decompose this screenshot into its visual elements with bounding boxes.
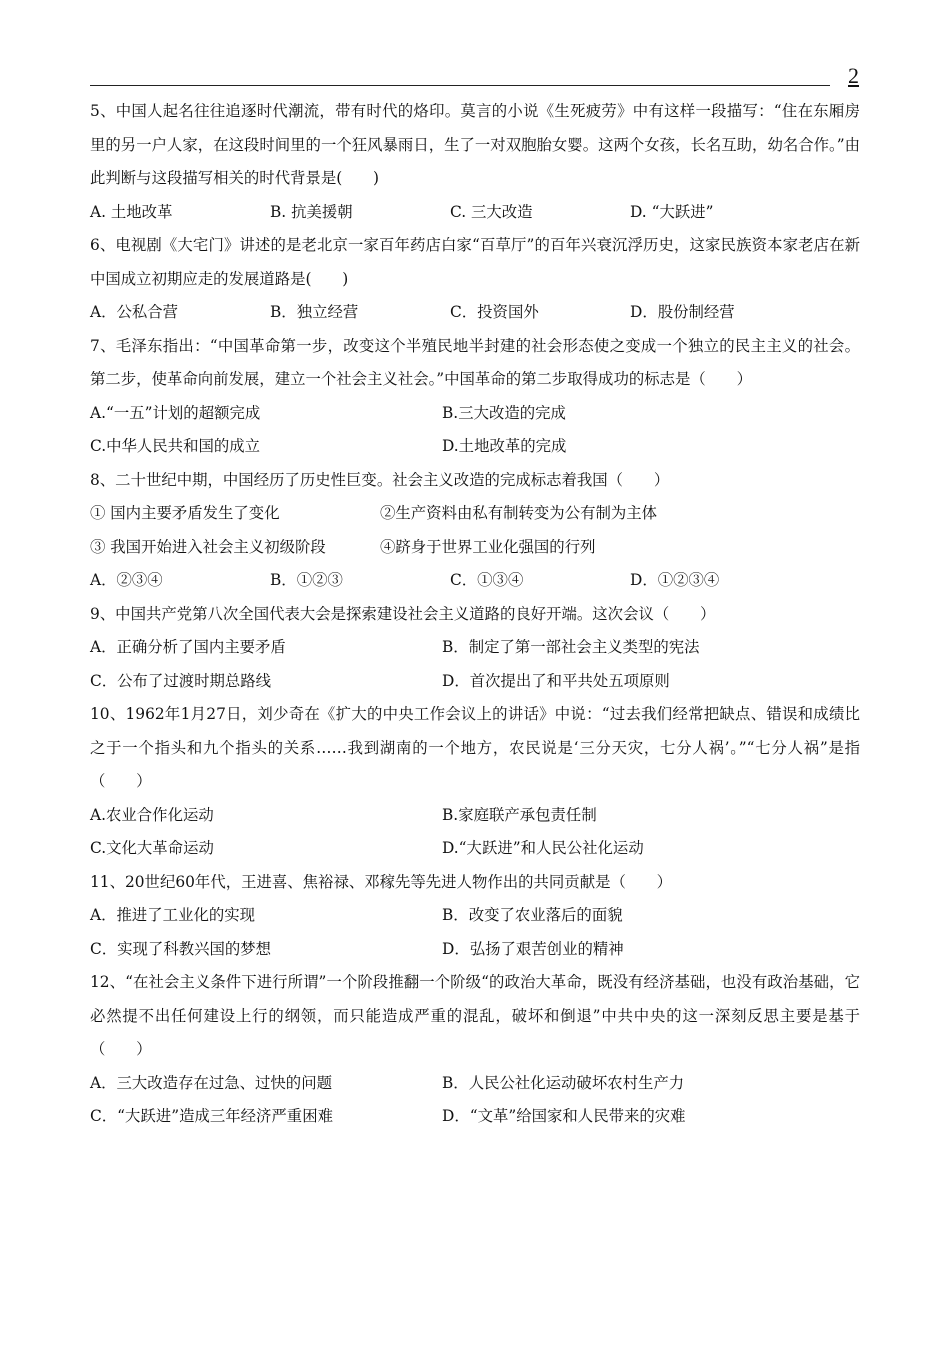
option: C．“大跃进”造成三年经济严重困难 bbox=[90, 1107, 333, 1125]
question-5-options bbox=[90, 196, 860, 230]
option: A. 土地改革 bbox=[90, 202, 173, 221]
option: C．①③④ bbox=[450, 571, 524, 589]
option: D．①②③④ bbox=[630, 571, 720, 589]
question-list bbox=[90, 95, 860, 1134]
option: D．股份制经营 bbox=[630, 303, 735, 321]
option: C. 三大改造 bbox=[450, 202, 533, 221]
option: C．实现了科教兴国的梦想 bbox=[90, 939, 272, 958]
option: B.三大改造的完成 bbox=[442, 403, 566, 422]
option: D．弘扬了艰苦创业的精神 bbox=[442, 939, 624, 958]
question-8-stem: 8、二十世纪中期，中国经历了历史性巨变。社会主义改造的完成标志着我国（ ） bbox=[90, 470, 670, 489]
option: B．①②③ bbox=[270, 571, 343, 589]
option: A．正确分析了国内主要矛盾 bbox=[90, 638, 286, 656]
option: B．制定了第一部社会主义类型的宪法 bbox=[442, 638, 700, 656]
option: B．人民公社化运动破坏农村生产力 bbox=[442, 1073, 685, 1092]
option: D.土地改革的完成 bbox=[442, 437, 567, 455]
question-11-options-row2 bbox=[90, 933, 860, 967]
statement: ②生产资料由私有制转变为公有制为主体 bbox=[380, 504, 658, 522]
statement: ③ 我国开始进入社会主义初级阶段 bbox=[90, 537, 326, 556]
question-9-options-row2 bbox=[90, 665, 860, 699]
option: C.文化大革命运动 bbox=[90, 839, 214, 857]
question-5-stem: 5、中国人起名往往追逐时代潮流，带有时代的烙印。莫言的小说《生死疲劳》中有这样一段描写：“住在东厢房里的另一户人家，在这段时间里的一个狂风暴雨日，生了一对双胞胎女婴。这两个女孩，长名互助，幼名合作。”由此判断与这段描写相关的时代背景是( ) bbox=[90, 102, 860, 187]
option: C．投资国外 bbox=[450, 303, 539, 321]
question-8-options bbox=[90, 564, 860, 598]
question-6-options bbox=[90, 296, 860, 330]
statement: ① 国内主要矛盾发生了变化 bbox=[90, 504, 280, 522]
question-10-stem: 10、1962年1月27日，刘少奇在《扩大的中央工作会议上的讲话》中说：“过去我们经常把缺点、错误和成绩比之于一个指头和九个指头的关系……我到湖南的一个地方，农民说是‘三分天灾，七分人祸’。”“七分人祸”是指（ ） bbox=[90, 705, 860, 790]
option: B. 抗美援朝 bbox=[270, 202, 353, 221]
option: C．公布了过渡时期总路线 bbox=[90, 671, 272, 690]
question-11-stem: 11、20世纪60年代，王进喜、焦裕禄、邓稼先等先进人物作出的共同贡献是（ ） bbox=[90, 872, 673, 891]
option: D．首次提出了和平共处五项原则 bbox=[442, 671, 670, 690]
question-8-statements-row1 bbox=[90, 497, 860, 531]
option: D. “大跃进” bbox=[630, 202, 714, 221]
option: A.农业合作化运动 bbox=[90, 805, 214, 824]
option: C.中华人民共和国的成立 bbox=[90, 437, 261, 455]
option: A．三大改造存在过急、过快的问题 bbox=[90, 1073, 332, 1092]
question-8-statements-row2 bbox=[90, 531, 860, 565]
question-10-options-row1 bbox=[90, 799, 860, 833]
question-12-stem: 12、“在社会主义条件下进行所谓”一个阶段推翻一个阶级“的政治大革命，既没有经济基础，也没有政治基础，它必然提不出任何建设上行的纲领，而只能造成严重的混乱，破坏和倒退”中共中央的这一深刻反思主要是基于（ ） bbox=[90, 973, 860, 1058]
question-10-options-row2 bbox=[90, 832, 860, 866]
option: B．改变了农业落后的面貌 bbox=[442, 906, 623, 924]
question-9-options-row1 bbox=[90, 631, 860, 665]
header-rule bbox=[90, 85, 830, 86]
question-6-stem: 6、电视剧《大宅门》讲述的是老北京一家百年药店白家“百草厅”的百年兴衰沉浮历史，这家民族资本家老店在新中国成立初期应走的发展道路是( ) bbox=[90, 236, 860, 288]
option: D．“文革”给国家和人民带来的灾难 bbox=[442, 1107, 686, 1125]
statement: ④跻身于世界工业化强国的行列 bbox=[380, 537, 596, 556]
option: A．公私合营 bbox=[90, 303, 179, 321]
question-7-stem: 7、毛泽东指出：“中国革命第一步，改变这个半殖民地半封建的社会形态使之变成一个独立的民主主义的社会。第二步，使革命向前发展，建立一个社会主义社会。”中国革命的第二步取得成功的标志是（ ） bbox=[90, 336, 860, 388]
option: B.家庭联产承包责任制 bbox=[442, 805, 597, 824]
question-12-options-row2 bbox=[90, 1100, 860, 1134]
option: D.“大跃进”和人民公社化运动 bbox=[442, 839, 644, 857]
question-9-stem: 9、中国共产党第八次全国代表大会是探索建设社会主义道路的良好开端。这次会议（ ） bbox=[90, 604, 716, 623]
option: A.“一五”计划的超额完成 bbox=[90, 403, 261, 422]
option: A．推进了工业化的实现 bbox=[90, 906, 256, 924]
question-7-options-row1 bbox=[90, 397, 860, 431]
question-7-options-row2 bbox=[90, 430, 860, 464]
option: A．②③④ bbox=[90, 571, 163, 589]
page-number: 2 bbox=[848, 63, 859, 88]
option: B．独立经营 bbox=[270, 303, 359, 321]
question-11-options-row1 bbox=[90, 899, 860, 933]
question-12-options-row1 bbox=[90, 1067, 860, 1101]
